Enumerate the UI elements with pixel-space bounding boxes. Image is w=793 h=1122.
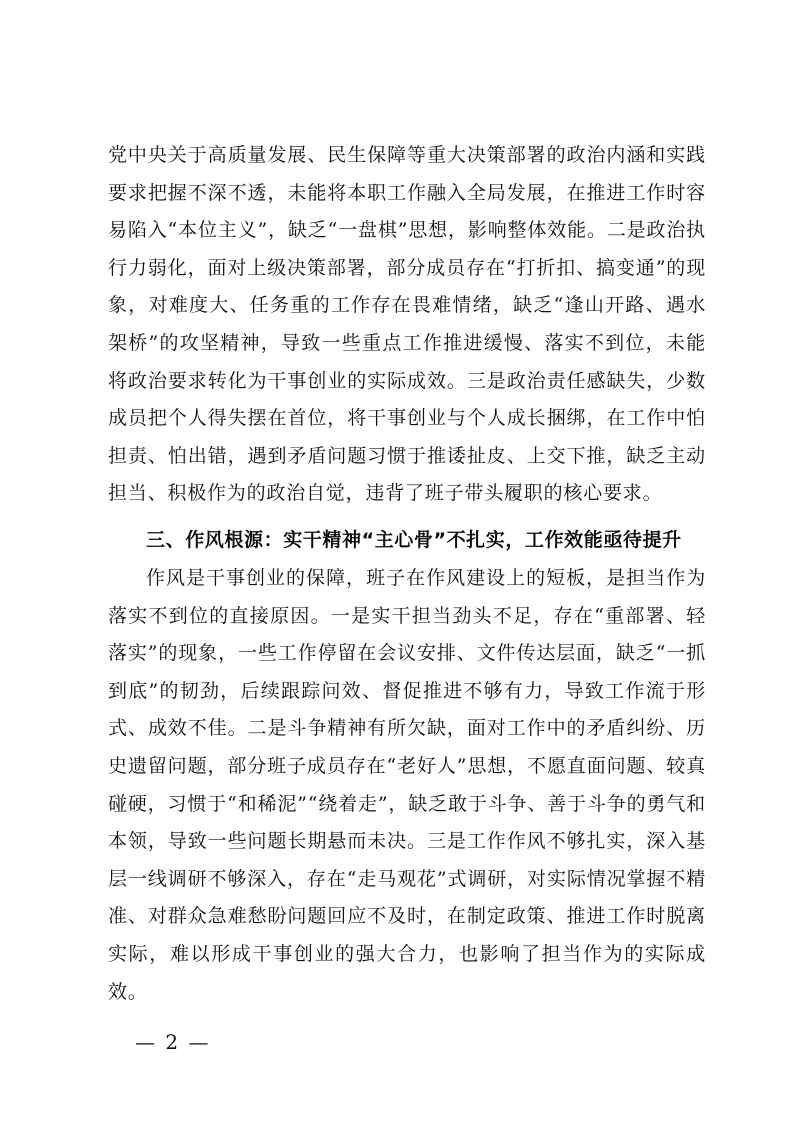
- continued-paragraph: 党中央关于高质量发展、民生保障等重大决策部署的政治内涵和实践要求把握不深不透，未能将本职工作融入全局发展，在推进工作时容易陷入“本位主义”，缺乏“一盘棋”思想，影响整体效能。二是政治执行力弱化，面对上级决策部署，部分成员存在“打折扣、搞变通”的现象，对难度大、任务重的工作存在畏难情绪，缺乏“逢山开路、遇水架桥”的攻坚精神，导致一些重点工作推进缓慢、落实不到位，未能将政治要求转化为干事创业的实际成效。三是政治责任感缺失，少数成员把个人得失摆在首位，将干事创业与个人成长捆绑，在工作中怕担责、怕出错，遇到矛盾问题习惯于推诿扯皮、上交下推，缺乏主动担当、积极作为的政治自觉，违背了班子带头履职的核心要求。: [108, 144, 706, 505]
- section-heading: 三、作风根源：实干精神“主心骨”不扎实，工作效能亟待提升: [146, 529, 682, 551]
- continued-paragraph-block: [108, 137, 706, 513]
- page-number: — 2 —: [135, 1030, 211, 1054]
- section-paragraph-block: [108, 560, 706, 1011]
- section-paragraph: 作风是干事创业的保障，班子在作风建设上的短板，是担当作为落实不到位的直接原因。一是实干担当劲头不足，存在“重部署、轻落实”的现象，一些工作停留在会议安排、文件传达层面，缺乏“一抓到底”的韧劲，后续跟踪问效、督促推进不够有力，导致工作流于形式、成效不佳。二是斗争精神有所欠缺，面对工作中的矛盾纠纷、历史遗留问题，部分班子成员存在“老好人”思想，不愿直面问题、较真碰硬，习惯于“和稀泥”“绕着走”，缺乏敢于斗争、善于斗争的勇气和本领，导致一些问题长期悬而未决。三是工作作风不够扎实，深入基层一线调研不够深入，存在“走马观花”式调研，对实际情况掌握不精准、对群众急难愁盼问题回应不及时，在制定政策、推进工作时脱离实际，难以形成干事创业的强大合力，也影响了担当作为的实际成效。: [108, 567, 706, 1003]
